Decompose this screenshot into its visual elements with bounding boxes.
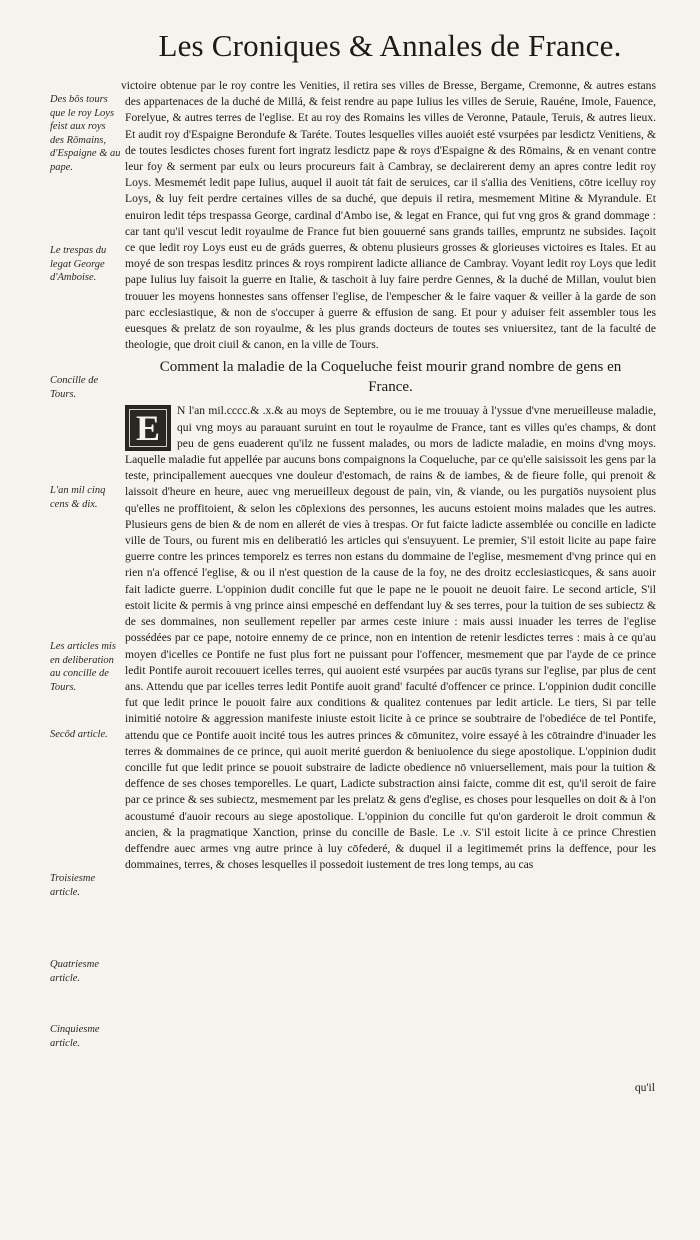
- marginal-note: Troisiesme article.: [50, 873, 96, 898]
- chapter-text: [125, 403, 656, 873]
- marginal-note: Quatriesme article.: [50, 959, 99, 984]
- marginal-note: Les articles mis en deliberation au concille de Tours.: [50, 641, 116, 693]
- marginal-note: Le trespas du legat George d'Amboise.: [50, 245, 107, 283]
- marginal-note: Secōd article.: [50, 729, 108, 740]
- decorated-initial: E: [125, 405, 171, 451]
- chapter-heading: Comment la maladie de la Coqueluche feist mourir grand nombre de gens en France.: [159, 359, 622, 396]
- marginal-note: L'an mil cinq cens & dix.: [50, 485, 106, 510]
- body-paragraph: victoire obtenue par le roy contre les Venities, il retira ses villes de Bresse, Bergame, Cremonne, & autres estans des appartenaces de la duché de Millá, & feist rendre au pape Iulius les villes de Seruie, Rauéne, Imole, Fauence, Forelyue, & autres terres de l'eglise. Et au roy des Romains les villes de Veronne, Pataule, Teruis, & autres lieux. Et audit roy d'Espaigne Berondufe & Taréte. Toutes lesquelles villes auoiét esté vsurpées par lesdictz Venitiens, & de toutes lesdictes choses furent fort ingratz lesdictz pape & roys d'Espaigne & des Rōmains, & en venant contre leur foy & serment par eulx ou leurs procureurs fait à Cambray, se declairerent demy an apres contre ledit roy Loys. Mesmemét ledit pape Iulius, auquel il auoit tát fait de seruices, car il s'allia des Venitiens, cōtre icelluy roy Loys, & luy feit perdre certaines villes de sa duché, que depuis il retira, mesmement Mitine & Myrandule. Et enuiron ledit téps trespassa George, cardinal d'Ambo ise, & legat en France, qui fut vng gros & grand dommage : car tant qu'il vescut ledit royaulme de France fut bien gouuerné sans grands tailles, empruntz ne subsides. Iaçoit ce que ledit roy Loys eust eu de gráds guerres, & obtenu plusieurs grosses & glorieuses victoires es Itales. Et au moyé de son trespas lesditz princes & roys rompirent ladicte alliance de Cambray. Voyant ledit roy Loys que ledit pape Iulius luy faisoit la guerre en Italie, & taschoit à luy faire perdre Gennes, & la duché de Millan, voulut bien trouuer les moyens honnestes sans offenser l'eglise, de l'empescher & le faire vaquer & veiller à la garde de son parc ecclesiastique, & non de s'occuper à guerre & effusion de sang. Et pour y aduiser feit assembler tous les euesques & prelatz de son royaulme, & les plus grands docteurs de toutes ses vniuersitez, tant de la faculté de theologie, que droit ciuil & canon, en la ville de Tours.: [121, 79, 656, 352]
- main-text-column: [121, 78, 656, 873]
- running-header: Les Croniques & Annales de France.: [158, 28, 622, 63]
- catchword: qu'il: [634, 1081, 655, 1094]
- marginal-note: Cinquiesme article.: [50, 1024, 100, 1049]
- chapter-paragraph: N l'an mil.cccc.& .x.& au moys de Septembre, ou ie me trouuay à l'yssue d'vne merueilleuse maladie, qui vng moys au parauant suruint en tout le royaulme de France, tant es villes qu'es champs, & dont peu de gens euaderent qu'ilz ne fussent malades, ou mors de ladicte maladie, en moins d'vng moys. Laquelle maladie fut appellée par aucuns bons compaignons la Coqueluche, par ce qu'elle saisissoit les gens par la teste, principallement auecques vne douleur d'estomach, de rains & de iambes, & de fieure folle, qui prenoit & laissoit d'heure en heure, auec vng merueilleux degoust de pain, vin, & viande, ou les purgatiōs nuysoient plus qu'elles ne proffitoient, & selon les cōplexions des personnes, les aucuns estoient moins malades que les autres. Plusieurs gens de bien & de nom en allerét de vies à trespas. Or fut faicte ladicte assemblée ou concille en ladicte ville de Tours, ou furent mis en deliberatió les articles qui s'ensuyuent. Le premier, S'il estoit licite au pape faire guerre contre les princes temporelz es terres non estans du dommaine de l'eglise, mesmement d'vng prince qui en rien n'a offencé l'eglise, & ou il n'est question de la cause de la foy, ne des droitz ecclesiasticques, & sans auoir fait ladicte guerre. L'oppinion dudit concille fut que le pape ne le pouoit ne deuoit faire. Le second article, S'il estoit licite & permis à vng prince ainsi empesché en deffendant luy & ses terres, pour la tuition de ses subiectz & de ses dommaines, non seullement repeller par armes ceste iniure : mais aussi inuader les terres de l'eglise possédées par ce pape, notoire ennemy de ce prince, non en intention de retenir lesdictes terres : mais à ce qu'au moyen d'icelles ce Pontife ne fust plus fort ne puissant pour l'offencer, mesmement que par l'ayde de ce prince ledit Pontife auroit recouuert icelles terres, qui auoient esté vsurpées par aucūs tyrans sur l'eglise, par plus de cent ans. Attendu que par icelles terres ledit Pontife auoit grand' faculté d'offencer ce prince. L'oppinion dudit concille fut que ledit prince le pouoit faire aux conditions & qualitez contenues par ledit article. Le tiers, Si par telle inimitié notoire & aggression manifeste iniuste estoit licite à ce prince se soubtraire de l'obediéce de tel Pontife, attendu que ce Pontife auoit incité tous les autres princes & cōmunitez, voire essayé à les cōtraindre d'inuader les terres & dommaines de ce prince, qui auoit merité guerdon & beniuolence du siege apostolique. L'oppinion dudit concille fut que ledit prince se pouoit substraire de ladicte obedience nō vniuersellement, mais pour la tuition & deffence de ses choses temporelles. Le quart, Ladicte substraction ainsi faicte, comme dit est, qu'il seroit de faire par ce prince & ses subiectz, mesmement par les prelatz & gens d'eglise, es choses pour lesquelles on doit & à l'on acoustumé d'auoir recours au siege apostolique. L'oppinion du concille fut qu'on garderoit le droit commun & ancien, & la pragmatique Xanction, prinse du concille de Basle. Le .v. S'il estoit licite à ce prince Chrestien deffendre auec armes vng autre prince à luy cōfederé, & duquel il a legitimemét prins la deffence, pour les dommaines, terres, & choses lesquelles il possedoit iustement de tres long temps, au cas: [125, 404, 656, 872]
- marginal-note: Concille de Tours.: [50, 375, 99, 400]
- marginal-note: Des bōs tours que le roy Loys feist aux roys des Rōmains, d'Espaigne & au pape.: [50, 94, 121, 173]
